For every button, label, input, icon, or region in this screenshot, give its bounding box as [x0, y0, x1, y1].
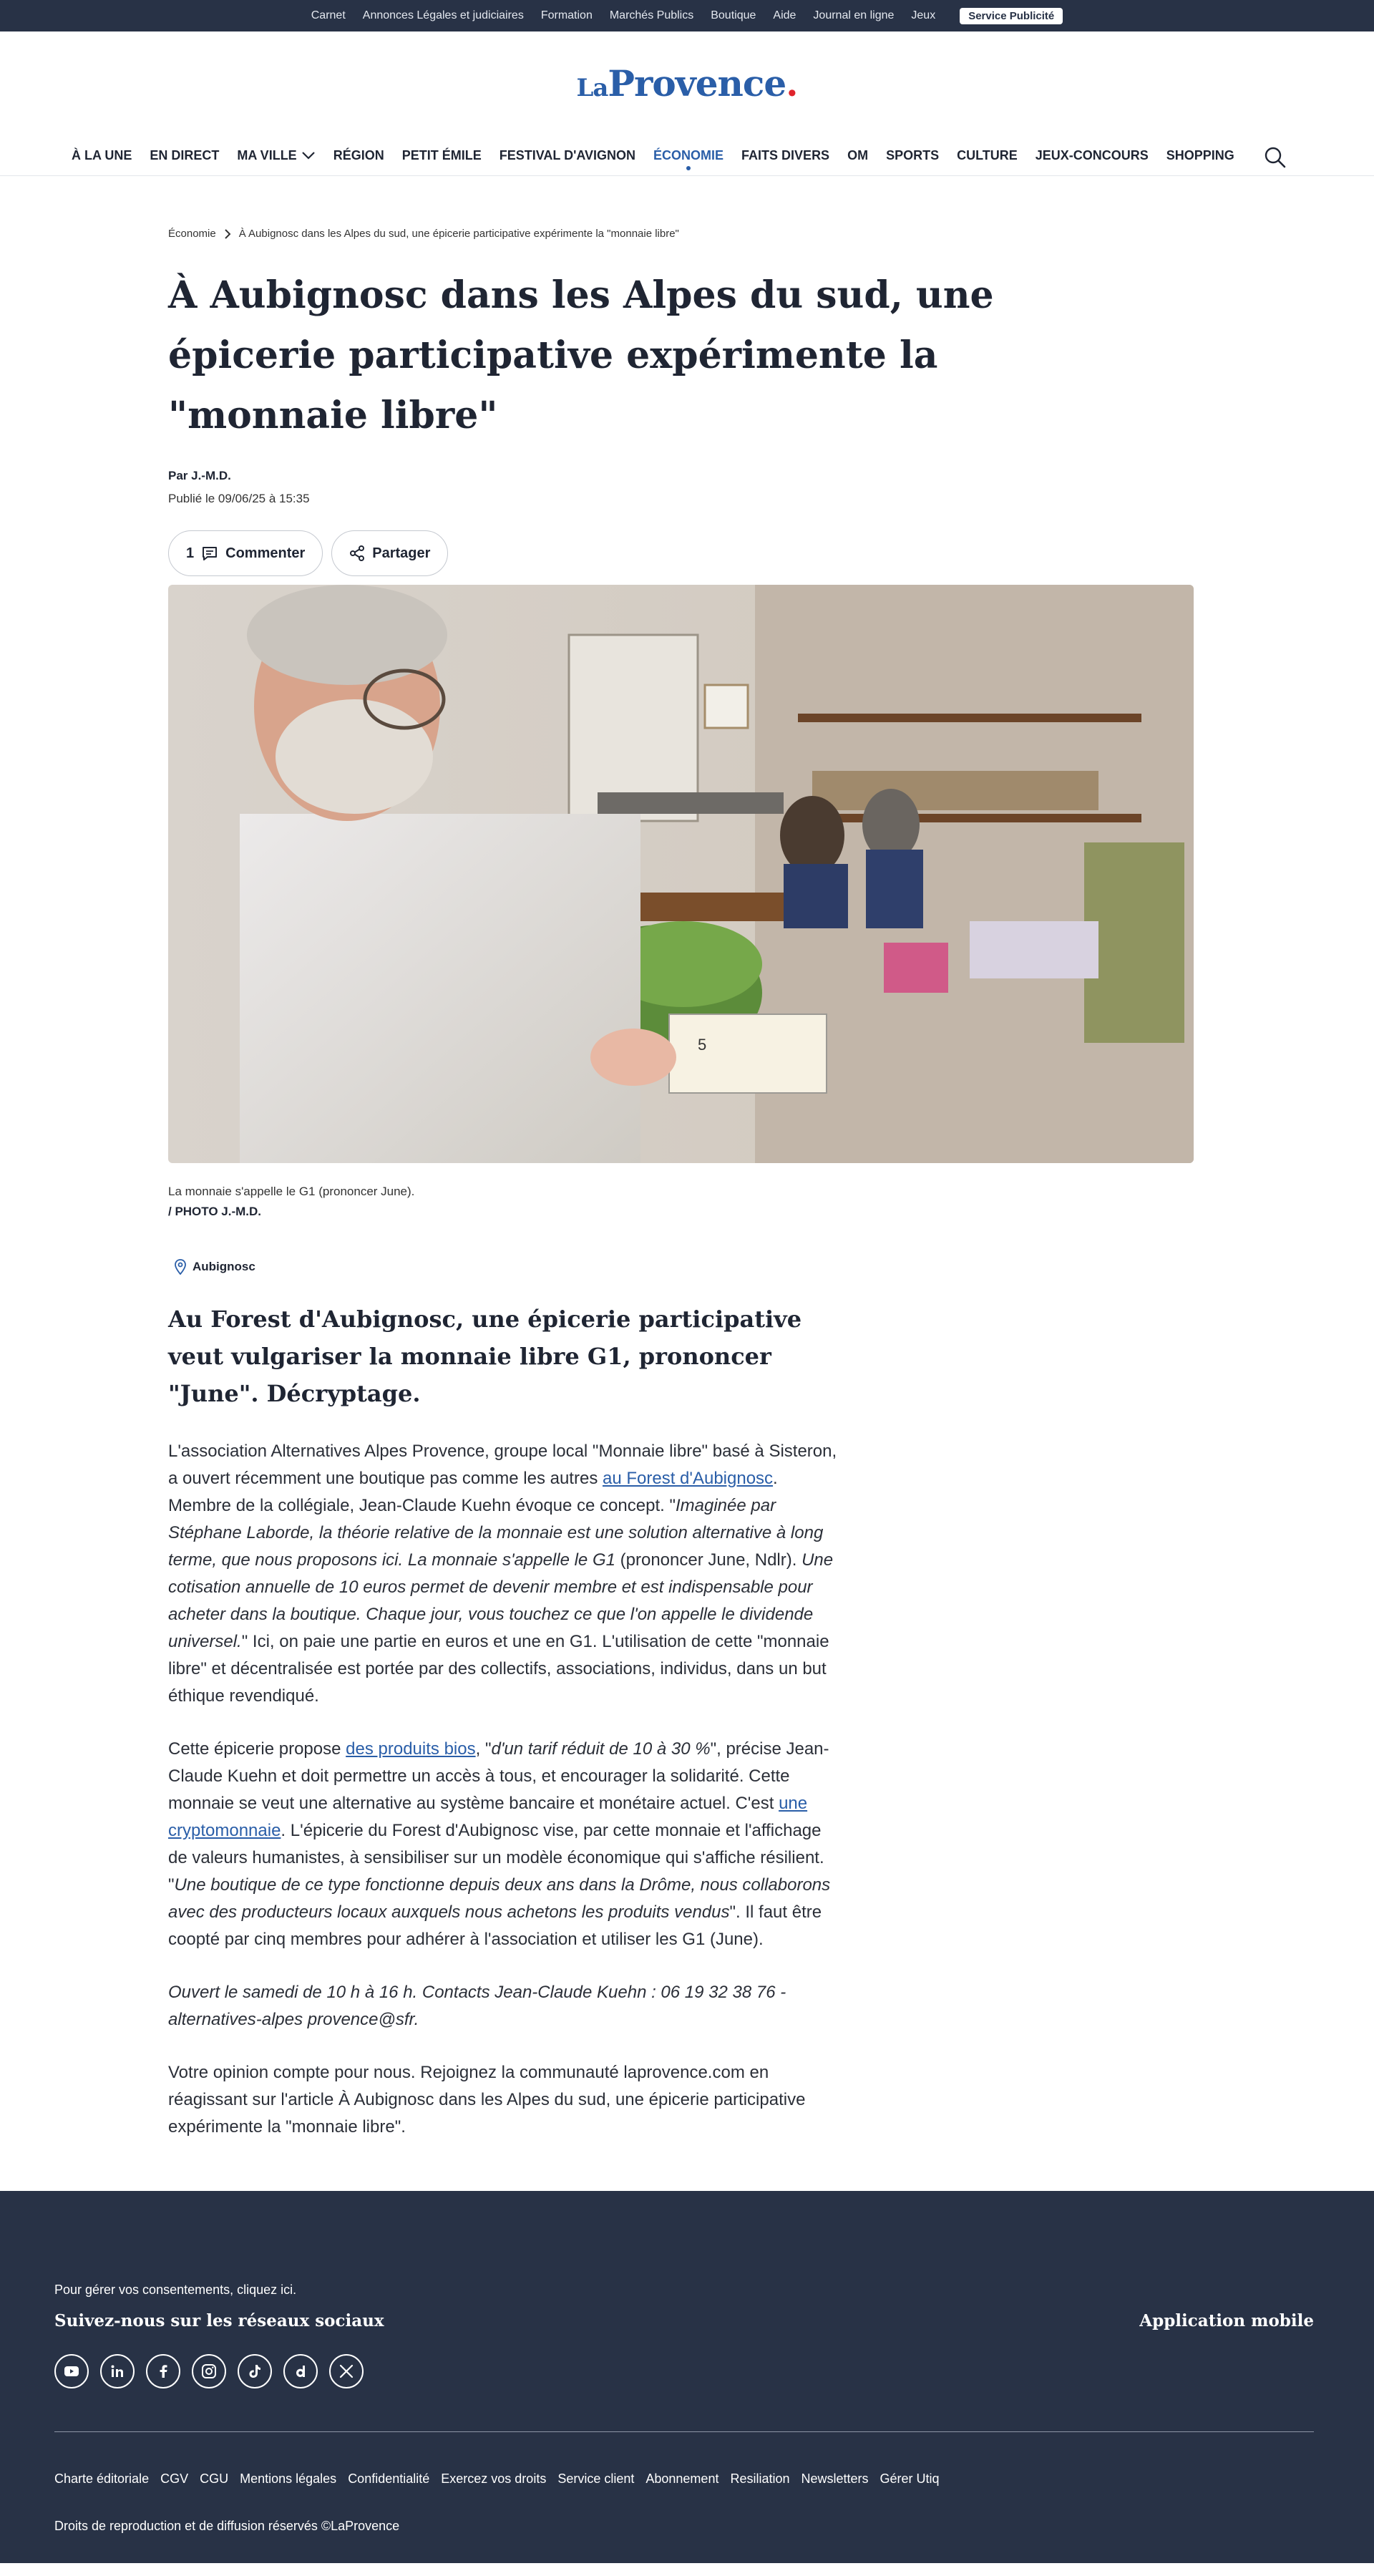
dailymotion-icon[interactable] [283, 2354, 318, 2388]
nav-item-om[interactable]: OM [847, 147, 869, 162]
linkedin-icon[interactable] [100, 2354, 135, 2388]
comment-label: Commenter [225, 545, 306, 561]
tiktok-icon[interactable] [238, 2354, 272, 2388]
footer-link-abonnement[interactable]: Abonnement [645, 2471, 719, 2486]
article-photo-illustration [168, 585, 1194, 1163]
footer-link-cgu[interactable]: CGU [200, 2471, 229, 2486]
article-paragraph: Cette épicerie propose des produits bios, "d'un tarif réduit de 10 à 30 %", précise Jean-Claude Kuehn et doit permettre un accès à tous, et encourager la solidarité. Cette monnaie se veut une alternative au système bancaire et monétaire actuel. C'est une cryptomonnaie. L'épicerie du Forest d'Aubignosc vise, par cette monnaie et l'affichage de valeurs humanistes, à sensibiliser sur un modèle économique qui s'affiche résilient. "Une boutique de ce type fonctionne depuis deux ans dans la Drôme, nous collaborons avec des producteurs locaux auxquels nous achetons les produits vendus". Il faut être coopté par cinq membres pour adhérer à l'association et utiliser les G1 (June). [168, 1739, 831, 1949]
location-label: Aubignosc [193, 1260, 255, 1273]
breadcrumb-section-link[interactable]: Économie [168, 228, 216, 240]
article-location[interactable] [168, 1259, 1194, 1275]
copyright: Droits de reproduction et de diffusion réservés ©LaProvence [54, 2519, 400, 2533]
topbar-link-journal[interactable]: Journal en ligne [813, 9, 895, 21]
article [168, 228, 1194, 2141]
search-icon[interactable] [1264, 146, 1287, 169]
social-links [54, 2354, 364, 2388]
site-footer [0, 2191, 1374, 2563]
topbar-link-boutique[interactable]: Boutique [711, 9, 756, 21]
footer-link-utiq[interactable]: Gérer Utiq [880, 2471, 940, 2486]
consent-link[interactable]: cliquez ici. [237, 2283, 297, 2297]
header-logo-row [0, 31, 1374, 135]
article-body [168, 1438, 841, 2141]
x-icon[interactable] [329, 2354, 364, 2388]
nav-item-faits-divers[interactable]: FAITS DIVERS [741, 147, 830, 162]
topbar-link-carnet[interactable]: Carnet [311, 9, 346, 21]
youtube-icon[interactable] [54, 2354, 89, 2388]
service-publicite-button[interactable]: Service Publicité [960, 8, 1063, 24]
nav-item-sports[interactable]: SPORTS [886, 147, 940, 162]
breadcrumb [168, 228, 1194, 240]
footer-link-resiliation[interactable]: Resiliation [730, 2471, 790, 2486]
site-logo[interactable]: LaProvence. [576, 62, 798, 105]
article-paragraph: L'association Alternatives Alpes Provence, groupe local "Monnaie libre" basé à Sisteron, a ouvert récemment une boutique pas comme les autres au Forest d'Aubignosc. Membre de la collégiale, Jean-Claude Kuehn évoque ce concept. "Imaginée par Stéphane Laborde, la théorie relative de la monnaie est une solution alternative à long terme, que nous proposons ici. La monnaie s'appelle le G1 (prononcer June, Ndlr). Une cotisation annuelle de 10 euros permet de devenir membre et est indispensable pour acheter dans la boutique. Chaque jour, vous touchez ce que l'on appelle le dividende universel." Ici, on paie une partie en euros et une en G1. L'utilisation de cette "monnaie libre" et décentralisée est portée par des collectifs, associations, individus, dans un but éthique revendiqué. [168, 1442, 837, 1706]
nav-item-shopping[interactable]: SHOPPING [1166, 147, 1234, 162]
nav-item-jeux-concours[interactable]: JEUX-CONCOURS [1035, 147, 1149, 162]
comment-button[interactable] [168, 530, 323, 576]
footer-link-cgv[interactable]: CGV [160, 2471, 189, 2486]
facebook-icon[interactable] [146, 2354, 180, 2388]
nav-item-culture[interactable]: CULTURE [957, 147, 1018, 162]
footer-link-service-client[interactable]: Service client [557, 2471, 635, 2486]
location-pin-icon [174, 1259, 187, 1275]
share-label: Partager [372, 545, 431, 561]
svg-text:5: 5 [698, 1036, 707, 1054]
top-utility-bar [0, 0, 1374, 31]
nav-item-a-la-une[interactable]: À LA UNE [72, 147, 132, 162]
nav-item-region[interactable]: RÉGION [333, 147, 384, 162]
share-button[interactable] [331, 530, 448, 576]
share-icon [349, 545, 365, 561]
photo-credit: / PHOTO J.-M.D. [168, 1205, 262, 1218]
footer-link-charte[interactable]: Charte éditoriale [54, 2471, 150, 2486]
chevron-right-icon [223, 228, 232, 240]
article-author: Par J.-M.D. [168, 469, 231, 482]
footer-divider [54, 2431, 1314, 2432]
nav-item-ma-ville[interactable] [237, 135, 315, 176]
breadcrumb-current: À Aubignosc dans les Alpes du sud, une épicerie participative expérimente la "monnaie libre" [238, 228, 679, 240]
comment-count: 1 [186, 545, 195, 561]
main-navigation [0, 135, 1374, 176]
link-forest-aubignosc[interactable]: au Forest d'Aubignosc [602, 1469, 774, 1488]
nav-item-economie[interactable]: ÉCONOMIE [653, 135, 723, 176]
article-photo[interactable] [168, 585, 1194, 1163]
footer-link-droits[interactable]: Exercez vos droits [441, 2471, 547, 2486]
opinion-invitation: Votre opinion compte pour nous. Rejoignez la communauté laprovence.com en réagissant sur l'article À Aubignosc dans les Alpes du sud, une épicerie participative expérimente la "monnaie libre". [168, 2063, 806, 2137]
comment-icon [201, 545, 218, 561]
nav-item-en-direct[interactable]: EN DIRECT [150, 147, 220, 162]
nav-item-festival-avignon[interactable]: FESTIVAL D'AVIGNON [499, 147, 636, 162]
topbar-link-annonces[interactable]: Annonces Légales et judiciaires [362, 9, 524, 21]
photo-caption: La monnaie s'appelle le G1 (prononcer June). [168, 1185, 415, 1198]
topbar-link-jeux[interactable]: Jeux [911, 9, 936, 21]
mobile-app-title: Application mobile [1139, 2311, 1314, 2330]
nav-item-label: MA VILLE [237, 147, 297, 162]
article-lead: Au Forest d'Aubignosc, une épicerie participative veut vulgariser la monnaie libre G1, prononcer "June". Décryptage. [168, 1306, 802, 1407]
footer-link-mentions[interactable]: Mentions légales [240, 2471, 337, 2486]
article-actions [168, 530, 1194, 576]
nav-item-petit-emile[interactable]: PETIT ÉMILE [401, 147, 482, 162]
chevron-down-icon [301, 150, 316, 160]
topbar-link-formation[interactable]: Formation [540, 9, 593, 21]
footer-link-newsletters[interactable]: Newsletters [801, 2471, 869, 2486]
footer-links [54, 2471, 940, 2487]
article-title: À Aubignosc dans les Alpes du sud, une épicerie participative expérimente la "monnaie libre" [168, 273, 994, 437]
footer-link-confidentialite[interactable]: Confidentialité [348, 2471, 430, 2486]
topbar-link-marches[interactable]: Marchés Publics [609, 9, 694, 21]
link-produits-bios[interactable]: des produits bios [346, 1739, 476, 1759]
consent-text: Pour gérer vos consentements, cliquez ici. [54, 2283, 297, 2297]
link-cryptomonnaie[interactable]: une cryptomonnaie [168, 1794, 808, 1840]
topbar-link-aide[interactable]: Aide [773, 9, 796, 21]
article-publish-date: Publié le 09/06/25 à 15:35 [168, 492, 310, 505]
social-title: Suivez-nous sur les réseaux sociaux [54, 2311, 384, 2330]
instagram-icon[interactable] [192, 2354, 226, 2388]
article-contact-info: Ouvert le samedi de 10 h à 16 h. Contacts Jean-Claude Kuehn : 06 19 32 38 76 - alternatives-alpes provence@sfr. [168, 1983, 786, 2029]
